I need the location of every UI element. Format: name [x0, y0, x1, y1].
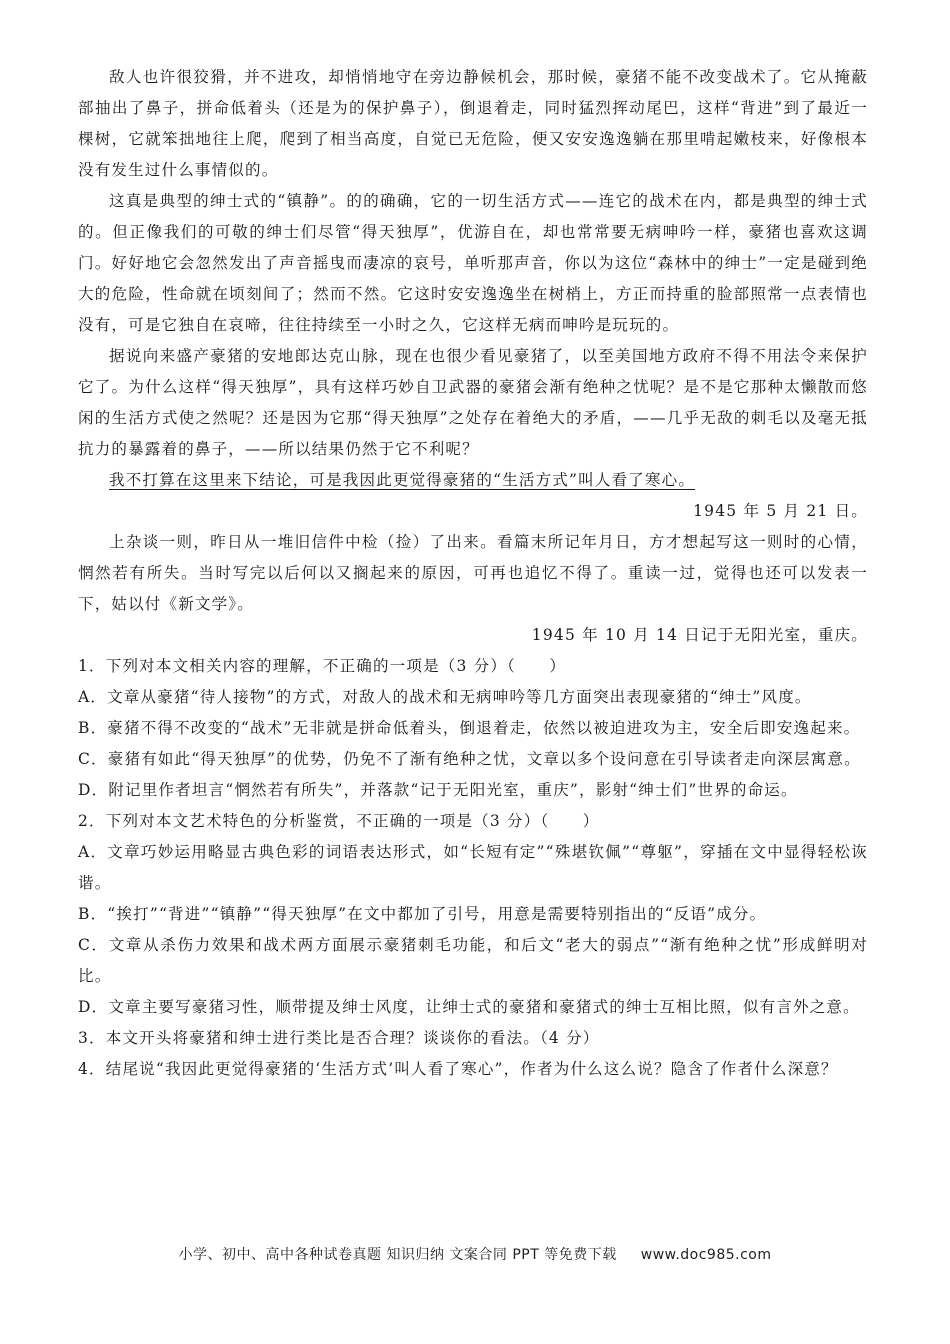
- date-line-2: 1945 年 10 月 14 日记于无阳光室，重庆。: [531, 626, 868, 644]
- question-1-option-d: D．附记里作者坦言“惘然若有所失”，并落款“记于无阳光室，重庆”，影射“绅士们”世界的命运。: [78, 781, 798, 799]
- question-2-option-b: B．“挨打”“背进”“镇静”“得天独厚”在文中都加了引号，用意是需要特别指出的“反语”成分。: [78, 905, 767, 923]
- question-2-option-c: C．文章从杀伤力效果和战术两方面展示豪猪刺毛功能，和后文“老大的弱点”“渐有绝种之忧”形成鲜明对比。: [78, 936, 868, 985]
- question-1-stem: 1．下列对本文相关内容的理解，不正确的一项是（3 分）（ ）: [78, 657, 567, 675]
- footer-site-link[interactable]: www.doc985.com: [640, 1247, 772, 1263]
- date-line-1: 1945 年 5 月 21 日。: [693, 502, 868, 520]
- question-1-option-a: A．文章从豪猪“待人接物”的方式，对敌人的战术和无病呻吟等几方面突出表现豪猪的“绅士”风度。: [78, 688, 812, 706]
- question-2: [78, 806, 868, 1023]
- passage-paragraph-3: 据说向来盛产豪猪的安地郎达克山脉，现在也很少看见豪猪了，以至美国地方政府不得不用法令来保护它了。为什么这样“得天独厚”，具有这样巧妙自卫武器的豪猪会渐有绝种之忧呢？是不是它那种太懒散而悠闲的生活方式使之然呢？还是因为它那“得天独厚”之处存在着绝大的矛盾，——几乎无敌的刺毛以及毫无抵抗力的暴露着的鼻子，——所以结果仍然于它不利呢？: [78, 347, 868, 458]
- question-1-option-c: C．豪猪有如此“得天独厚”的优势，仍免不了渐有绝种之忧，文章以多个设问意在引导读者走向深层寓意。: [78, 750, 861, 768]
- question-1-option-b: B．豪猪不得不改变的“战术”无非就是拼命低着头，倒退着走，依然以被迫进攻为主，安全后即安逸起来。: [78, 719, 861, 737]
- question-1: [78, 651, 868, 806]
- underlined-sentence-paragraph: [78, 465, 868, 496]
- footer-text: 小学、初中、高中各种试卷真题 知识归纳 文案合同 PPT 等免费下载: [178, 1247, 617, 1263]
- page-footer: [0, 1244, 950, 1264]
- question-2-option-a: A．文章巧妙运用略显古典色彩的词语表达形式，如“长短有定”“殊堪钦佩”“尊躯”，穿插在文中显得轻松诙谐。: [78, 843, 868, 892]
- question-3: 3．本文开头将豪猪和绅士进行类比是否合理？谈谈你的看法。（4 分）: [78, 1029, 600, 1047]
- passage-paragraph-2: 这真是典型的绅士式的“镇静”。的的确确，它的一切生活方式——连它的战术在内，都是典型的绅士式的。但正像我们的可敬的绅士们尽管“得天独厚”，优游自在，却也常常要无病呻吟一样，豪猪也喜欢这调门。好好地它会忽然发出了声音摇曳而凄凉的哀号，单听那声音，你以为这位“森林中的绅士”一定是碰到绝大的危险，性命就在顷刻间了；然而不然。它这时安安逸逸坐在树梢上，方正而持重的脸部照常一点表情也没有，可是它独自在哀啼，往往持续至一小时之久，它这样无病而呻吟是玩玩的。: [78, 192, 868, 334]
- underlined-sentence: 我不打算在这里来下结论，可是我因此更觉得豪猪的“生活方式”叫人看了寒心。: [109, 471, 696, 489]
- document-page: [78, 62, 868, 1085]
- passage-paragraph-1: 敌人也许很狡猾，并不进攻，却悄悄地守在旁边静候机会，那时候，豪猪不能不改变战术了。它从掩蔽部抽出了鼻子，拼命低着头（还是为的保护鼻子），倒退着走，同时猛烈挥动尾巴，这样“背进”到了最近一棵树，它就笨拙地往上爬，爬到了相当高度，自觉已无危险，便又安安逸逸躺在那里啃起嫩枝来，好像根本没有发生过什么事情似的。: [78, 68, 868, 179]
- question-2-option-d: D．文章主要写豪猪习性，顺带提及绅士风度，让绅士式的豪猪和豪猪式的绅士互相比照，似有言外之意。: [78, 998, 860, 1016]
- question-2-stem: 2．下列对本文艺术特色的分析鉴赏，不正确的一项是（3 分）（ ）: [78, 812, 600, 830]
- postscript-paragraph: 上杂谈一则，昨日从一堆旧信件中检（捡）了出来。看篇末所记年月日，方才想起写这一则时的心情，惘然若有所失。当时写完以后何以又搁起来的原因，可再也追忆不得了。重读一过，觉得也还可以发表一下，姑以付《新文学》。: [78, 533, 868, 613]
- question-4: 4．结尾说“我因此更觉得豪猪的‘生活方式’叫人看了寒心”，作者为什么这么说？隐含了作者什么深意？: [78, 1060, 838, 1078]
